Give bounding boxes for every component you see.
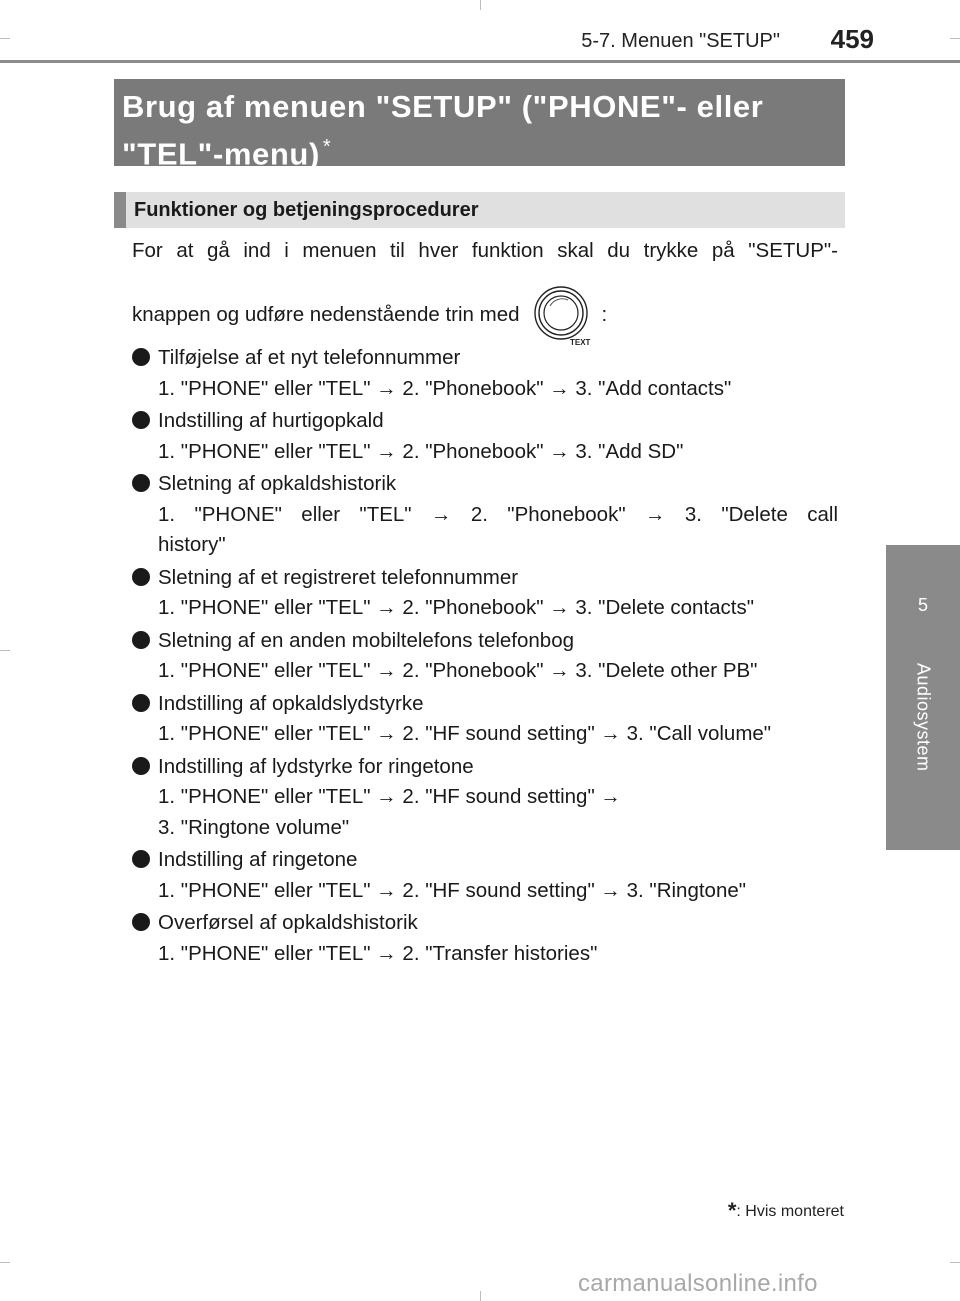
item-steps: 1. "PHONE" eller "TEL" → 2. "Transfer histories" — [158, 941, 598, 965]
item-title: Indstilling af hurtigopkald — [158, 409, 384, 432]
crop-mark — [950, 1262, 960, 1263]
bullet-icon — [132, 474, 150, 492]
item-steps: 1. "PHONE" eller "TEL" → 2. "Phonebook" → 3. "Delete contacts" — [158, 596, 755, 619]
tune-knob-icon — [532, 284, 594, 346]
item-title: Sletning af et registreret telefonnummer — [158, 565, 519, 589]
item-title: Overførsel af opkaldshistorik — [158, 911, 418, 934]
page-title — [114, 79, 845, 172]
asterisk-icon: * — [322, 136, 332, 158]
crop-mark — [480, 0, 481, 10]
item-steps-continued: history" — [158, 533, 226, 556]
header-rule — [0, 60, 960, 63]
chapter-tab — [886, 545, 960, 850]
intro-colon: : — [601, 303, 608, 326]
item-title: Sletning af en anden mobiltelefons telefonbog — [158, 628, 575, 652]
section-subheading: Funktioner og betjeningsprocedurer — [114, 192, 845, 228]
list-item — [132, 406, 838, 467]
chapter-label: Audiosystem — [913, 663, 934, 772]
knob-label: TEXT — [569, 338, 590, 346]
item-steps: 1. "PHONE" eller "TEL" → 2. "HF sound setting" → 3. "Call volume" — [158, 722, 772, 745]
list-item — [132, 689, 838, 750]
intro-line-2-text: knappen og udføre nedenstående trin med — [132, 303, 520, 326]
item-steps: 1. "PHONE" eller "TEL" → 2. "Phonebook" → 3. "Add SD" — [158, 439, 684, 463]
list-item — [132, 626, 838, 687]
bullet-icon — [132, 694, 150, 712]
list-item — [132, 908, 838, 969]
item-steps: 1. "PHONE" eller "TEL" → 2. "Phonebook" → 3. "Delete call — [158, 502, 838, 526]
bullet-icon — [132, 348, 150, 366]
item-title: Indstilling af ringetone — [158, 848, 358, 871]
bullet-icon — [132, 411, 150, 429]
list-item — [132, 563, 838, 624]
watermark: carmanualsonline.info — [578, 1270, 818, 1297]
crop-mark — [950, 38, 960, 39]
list-item — [132, 469, 838, 561]
item-title: Indstilling af opkaldslydstyrke — [158, 691, 424, 715]
page-number: 459 — [830, 24, 874, 54]
footnote — [728, 1198, 844, 1224]
item-steps-continued: 3. "Ringtone volume" — [158, 815, 350, 839]
item-steps: 1. "PHONE" eller "TEL" → 2. "HF sound setting" → 3. "Ringtone" — [158, 878, 747, 902]
asterisk-icon: * — [727, 1198, 737, 1223]
item-steps: 1. "PHONE" eller "TEL" → 2. "Phonebook" → 3. "Delete other PB" — [158, 659, 758, 682]
title-line-1: Brug af menuen "SETUP" ("PHONE"- eller — [122, 89, 764, 124]
title-line-2-text: "TEL"-menu) — [122, 136, 320, 172]
bullet-icon — [132, 568, 150, 586]
procedure-list — [132, 343, 838, 971]
footnote-text: : Hvis monteret — [736, 1203, 844, 1220]
chapter-number: 5 — [917, 595, 928, 615]
item-steps: 1. "PHONE" eller "TEL" → 2. "HF sound setting" → — [158, 785, 621, 808]
bullet-icon — [132, 850, 150, 868]
crop-mark — [0, 38, 10, 39]
list-item — [132, 752, 838, 844]
list-item — [132, 343, 838, 404]
bullet-icon — [132, 913, 150, 931]
list-item — [132, 845, 838, 906]
crop-mark — [480, 1291, 481, 1301]
intro-paragraph — [132, 236, 838, 346]
crop-mark — [0, 650, 10, 651]
item-title: Tilføjelse af et nyt telefonnummer — [158, 346, 461, 369]
item-steps: 1. "PHONE" eller "TEL" → 2. "Phonebook" → 3. "Add contacts" — [158, 376, 732, 400]
item-title: Indstilling af lydstyrke for ringetone — [158, 754, 474, 778]
title-line-2 — [122, 127, 833, 174]
item-title: Sletning af opkaldshistorik — [158, 472, 397, 495]
bullet-icon — [132, 757, 150, 775]
crop-mark — [0, 1262, 10, 1263]
intro-line-1: For at gå ind i menuen til hver funktion skal du trykke på "SETUP"- — [132, 239, 838, 262]
section-header: 5-7. Menuen "SETUP" — [581, 30, 780, 52]
intro-line-2 — [132, 284, 838, 346]
bullet-icon — [132, 631, 150, 649]
